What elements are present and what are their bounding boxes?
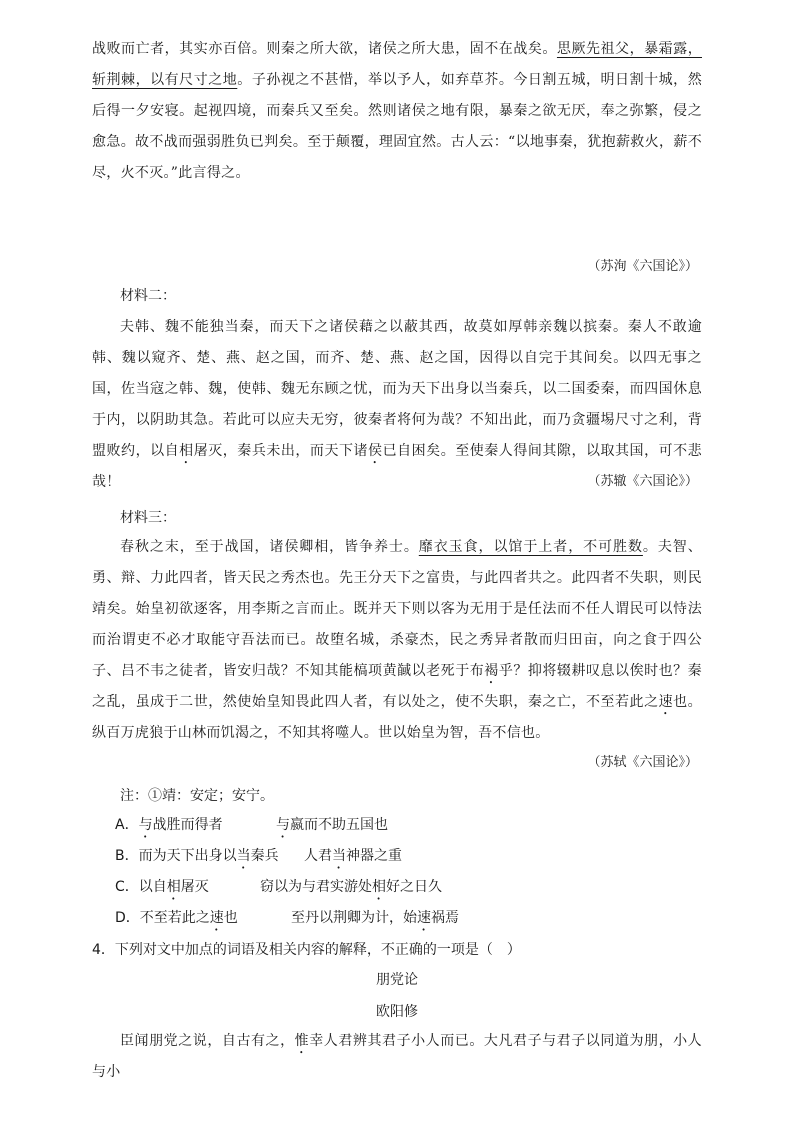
material3-source: （苏轼《六国论》）	[587, 755, 698, 770]
essay-text-2: 幸人君辨其君子小人而已。大凡君子与君子以同道为朋，小人与小	[92, 1033, 702, 1080]
material1-text-2: 。子孙视之不甚惜，举以予人，如弃草芥。今日割五城，明日割十城，然后得一夕安寝。起视四境，而秦兵又至矣。然则诸侯之地有限，暴秦之欲无厌，奉之弥繁，侵之愈急。故不战而强弱胜负已判矣。至于颠覆，理固宜然。古人云：“以地事秦，犹抱薪救火，薪不尽，火不灭。”此言得之。	[92, 72, 702, 181]
option-a[interactable]	[115, 815, 388, 841]
option-dotted-word: 速	[417, 910, 431, 926]
option-second-text: 至丹以荆卿为计，始	[291, 910, 417, 926]
option-first-text-end: 屠灭	[180, 879, 209, 895]
option-c[interactable]	[115, 877, 442, 903]
note: 注：①靖：安定；安宁。	[120, 788, 274, 804]
option-letter: D．	[115, 910, 140, 926]
material2-label: 材料二：	[120, 288, 176, 304]
option-dotted-word: 相	[166, 879, 181, 895]
material1-text-1: 战败而亡者，其实亦百倍。则秦之所大欲，诸侯之所大患，固不在战矣。	[92, 41, 557, 57]
material3-dotted-word-2: 速	[658, 694, 674, 710]
option-dotted-word: 当	[332, 848, 346, 864]
material3-text-3: 乎？抑将辍耕叹息以俟时也？秦之乱，虽成于二世，然使始皇知畏此四人者，有以处之，使不失职，秦之亡，不至若此之	[92, 663, 702, 710]
material2-paragraph	[92, 312, 702, 498]
option-second-text-end: 神器之重	[346, 848, 402, 864]
option-letter: C．	[115, 879, 139, 895]
option-dotted-word: 速	[209, 910, 224, 926]
option-second-text: 窃以为与君实游处	[260, 879, 372, 895]
option-d[interactable]	[115, 908, 459, 934]
option-second-text: 人君	[304, 848, 332, 864]
material1-paragraph	[92, 34, 702, 189]
material2-text-1: 夫韩、魏不能独当秦，而天下之诸侯藉之以蔽其西，故莫如厚韩亲魏以摈秦。秦人不敢逾韩、魏以窥齐、楚、燕、赵之国，而齐、楚、燕、赵之国，因得以自完于其间矣。以四无事之国，佐当寇之韩、魏，使韩、魏无东顾之忧，而为天下出身以当秦兵，以二国委秦，而四国休息于内，以阴助其急。若此可以应夫无穷，彼秦者将何为哉？不知出此，而乃贪疆埸尺寸之利，背盟败约，以自	[92, 319, 702, 459]
option-dotted-word: 与	[276, 817, 290, 833]
option-first-text-end: 也	[223, 910, 238, 926]
option-second-phrase	[304, 846, 402, 872]
option-first-text: 不至若此之	[139, 910, 210, 926]
option-dotted-word: 当	[236, 848, 251, 864]
material1-source: （苏洵《六国论》）	[587, 259, 698, 274]
material3-underlined-sentence: 靡衣玉食，以馆于上者，不可胜数	[418, 539, 643, 555]
essay-text-1: 臣闻朋党之说，自古有之，	[120, 1033, 295, 1049]
option-letter: A．	[115, 817, 139, 833]
material3-label: 材料三：	[120, 510, 176, 526]
material3-dotted-word-1: 褐	[484, 663, 499, 679]
material3-text-4: 也。纵百万虎狼于山林而饥渴之，不知其将噬人。世以始皇为智，吾不信也。	[92, 694, 702, 741]
option-first-text: 而为天下出身以	[138, 848, 237, 864]
material1-underlined-sentence: 思厥先祖父，暴霜露，斩荆棘，以有尺寸之地	[92, 41, 702, 88]
option-dotted-word: 相	[372, 879, 386, 895]
option-b[interactable]	[115, 846, 402, 872]
material2-dotted-word-2: 侯	[368, 443, 383, 459]
material2-dotted-word-1: 相	[179, 443, 194, 459]
material3-text-1: 春秋之末，至于战国，诸侯卿相，皆争养士。	[120, 539, 419, 555]
material3-text-2: 。夫智、勇、辩、力此四者，皆天民之秀杰也。先王分天下之富贵，与此四者共之。此四者不失职，则民靖矣。始皇初欲逐客，用李斯之言而止。既并天下则以客为无用于是任法而不任人谓民可以恃法而治谓吏不必才取能守吾法而已。故堕名城，杀豪杰，民之秀异者散而归田亩，向之食于四公子、吕不韦之徒者，皆安归哉？不知其能槁项黄馘以老死于布	[92, 539, 703, 679]
option-second-text-end: 嬴而不助五国也	[290, 817, 388, 833]
question-4: 4．下列对文中加点的词语及相关内容的解释，不正确的一项是（ ）	[92, 942, 521, 958]
option-first-text: 以自	[138, 879, 167, 895]
option-letter: B．	[115, 848, 139, 864]
essay-title: 朋党论	[376, 972, 418, 988]
option-second-text-end: 祸焉	[431, 910, 459, 926]
essay-author: 欧阳修	[376, 1004, 418, 1020]
option-second-text-end: 好之日久	[386, 879, 442, 895]
essay-paragraph	[92, 1026, 702, 1088]
option-second-phrase	[260, 877, 442, 903]
material2-text-3: 已自困矣。至使秦人得间其隙，以取其国，可不悲哉！	[92, 443, 702, 490]
option-second-phrase	[291, 908, 459, 934]
option-first-text-end: 战胜而得者	[152, 817, 223, 833]
option-second-phrase	[276, 815, 388, 841]
material3-paragraph	[92, 532, 702, 749]
material2-text-2: 屠灭，秦兵未出，而天下诸	[193, 443, 369, 459]
essay-dotted-word: 惟	[294, 1033, 310, 1049]
option-first-text-end: 秦兵	[250, 848, 279, 864]
material2-source: （苏辙《六国论》）	[587, 474, 698, 489]
option-dotted-word: 与	[138, 817, 153, 833]
